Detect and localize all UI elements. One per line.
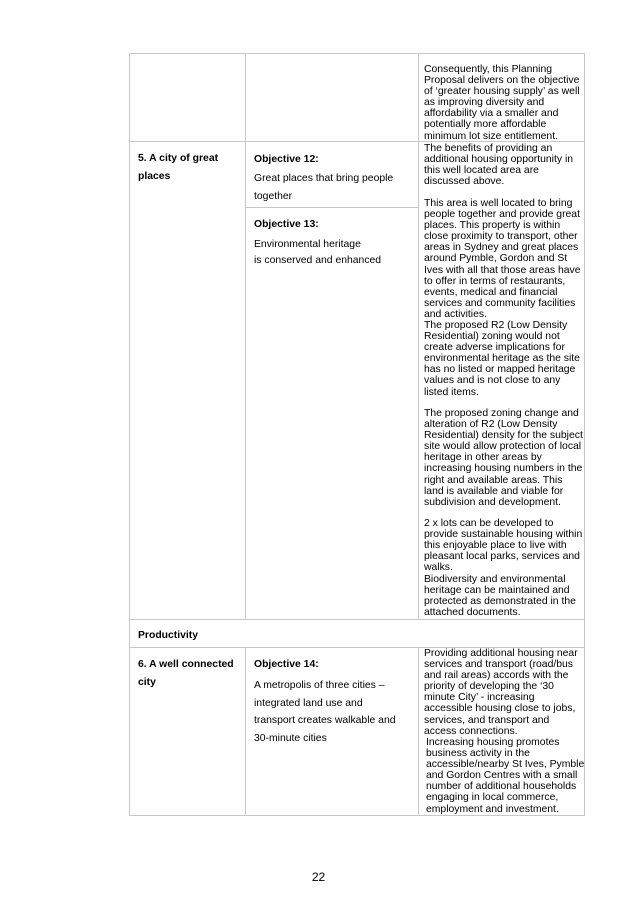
row-5-heading: 5. A city of great places	[138, 153, 219, 182]
obj-divider-12-13	[245, 207, 418, 208]
table-border-top	[129, 53, 585, 54]
additional-housing-paragraph: Providing additional housing near services and transport (road/bus and rail areas) accords with the priority of developing the ‘30 minute City’ - increasing accessible housing close to jobs, services, and transport and access connections.	[424, 648, 578, 737]
table-col-divider-1	[245, 53, 246, 619]
table-border-left	[129, 53, 130, 815]
table-border-right	[584, 53, 585, 815]
page-number: 22	[311, 870, 326, 884]
benefits-paragraph: The benefits of providing an additional housing opportunity in this well located area are discussed above.	[424, 143, 574, 188]
well-located-paragraph: This area is well located to bring people together and provide great places. This property is within close proximity to transport, other areas in Sydney and great places around Pymble, Gordon and St Ives with all that those areas have to offer in terms of restaurants, events, medical and financial services and community facilities and activities.	[424, 198, 581, 320]
table-col-divider-2	[418, 53, 419, 619]
objective-12-title: Objective 12:	[254, 154, 319, 165]
zoning-change-paragraph: The proposed zoning change and alteration of R2 (Low Density Residential) density for the subject site would allow protection of local heritage in other areas by increasing housing numbers in the right and available areas. This land is available and viable for subdivision and development.	[424, 408, 583, 508]
two-lots-paragraph: 2 x lots can be developed to provide sustainable housing within this enjoyable place to live with pleasant local parks, services and walks.	[424, 518, 583, 574]
productivity-section-heading: Productivity	[138, 630, 199, 641]
increasing-housing-paragraph: Increasing housing promotes business activity in the accessible/nearby St Ives, Pymble and Gordon Centres with a small number of additional households engaging in local commerce, employment and investment.	[426, 737, 585, 815]
biodiversity-paragraph: Biodiversity and environmental heritage can be maintained and protected as demonstrated in the attached documents.	[424, 574, 576, 619]
objective-13-text-line1: Environmental heritage	[254, 239, 361, 250]
table-col-divider-2b	[418, 647, 419, 815]
r2-zoning-paragraph: The proposed R2 (Low Density Residential) zoning would not create adverse implications for environmental heritage as the site has no listed or mapped heritage values and is not close to any listed items.	[424, 320, 580, 398]
consequently-paragraph: Consequently, this Planning Proposal delivers on the objective of ‘greater housing supply’ as well as improving diversity and affordability via a smaller and potentially more affordable minimum lot size entitlement.	[424, 64, 580, 142]
objective-13-title: Objective 13:	[254, 219, 319, 230]
objective-14-text: A metropolis of three cities – integrated land use and transport creates walkable and 30-minute cities	[254, 680, 396, 744]
table-col-divider-1b	[245, 647, 246, 815]
objective-13-text-line2: is conserved and enhanced	[254, 255, 382, 266]
row-divider-2	[129, 619, 585, 620]
row-6-heading: 6. A well connected city	[138, 659, 234, 688]
table-border-bottom	[129, 815, 585, 816]
objective-12-text: Great places that bring people together	[254, 173, 394, 202]
objective-14-title: Objective 14:	[254, 659, 319, 670]
